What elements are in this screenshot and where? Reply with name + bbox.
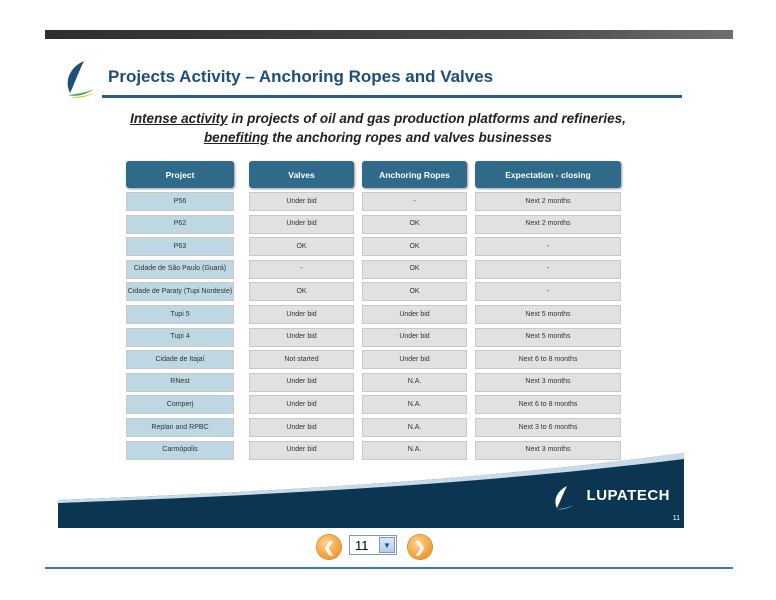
cell-anchoring-ropes: Under bid: [362, 328, 467, 347]
cell-project: Carmópolis: [126, 441, 234, 460]
header-expectation-closing: Expectation - closing: [475, 161, 621, 188]
cell-valves: Under bid: [249, 192, 354, 211]
page-select[interactable]: [349, 535, 397, 555]
cell-project: P56: [126, 192, 234, 211]
arrow-right-icon: ❯: [414, 538, 426, 555]
cell-valves: Under bid: [249, 305, 354, 324]
title-divider: [102, 95, 682, 98]
cell-valves: OK: [249, 282, 354, 301]
slide-subtitle: [98, 109, 658, 147]
cell-expectation: -: [475, 282, 621, 301]
page-select-value: 11: [355, 537, 369, 553]
cell-anchoring-ropes: -: [362, 192, 467, 211]
cell-project: Tupi 5: [126, 305, 234, 324]
cell-anchoring-ropes: N.A.: [362, 441, 467, 460]
cell-expectation: Next 3 to 6 months: [475, 418, 621, 437]
cell-valves: Under bid: [249, 373, 354, 392]
cell-project: Cidade de Paraty (Tupi Nordeste): [126, 282, 234, 301]
cell-project: P63: [126, 237, 234, 256]
cell-anchoring-ropes: OK: [362, 282, 467, 301]
cell-expectation: Next 5 months: [475, 305, 621, 324]
cell-anchoring-ropes: Under bid: [362, 350, 467, 369]
cell-expectation: Next 3 months: [475, 441, 621, 460]
cell-project: Cidade de São Paulo (Guará): [126, 260, 234, 279]
cell-anchoring-ropes: N.A.: [362, 395, 467, 414]
next-slide-button[interactable]: [408, 535, 432, 559]
chevron-down-icon[interactable]: ▼: [379, 537, 395, 553]
header-valves: Valves: [249, 161, 354, 188]
cell-expectation: -: [475, 260, 621, 279]
cell-project: RNest: [126, 373, 234, 392]
cell-valves: Under bid: [249, 328, 354, 347]
cell-project: Tupi 4: [126, 328, 234, 347]
slide-navigation: [0, 532, 776, 562]
subtitle-emphasis-2: benefiting: [203, 130, 269, 145]
cell-valves: Under bid: [249, 215, 354, 234]
cell-expectation: Next 5 months: [475, 328, 621, 347]
cell-anchoring-ropes: N.A.: [362, 373, 467, 392]
cell-valves: Not started: [249, 350, 354, 369]
cell-expectation: Next 6 to 8 months: [475, 350, 621, 369]
cell-anchoring-ropes: N.A.: [362, 418, 467, 437]
bottom-divider: [45, 567, 733, 569]
cell-expectation: Next 3 months: [475, 373, 621, 392]
slide-page-number: 11: [672, 515, 680, 522]
header-anchoring-ropes: Anchoring Ropes: [362, 161, 467, 188]
cell-valves: -: [249, 260, 354, 279]
subtitle-text-2: the anchoring ropes and valves businesses: [268, 130, 553, 145]
lupatech-logo-icon: [62, 59, 96, 99]
cell-expectation: Next 2 months: [475, 192, 621, 211]
cell-expectation: Next 6 to 8 months: [475, 395, 621, 414]
arrow-left-icon: ❮: [323, 538, 335, 555]
header-project: Project: [126, 161, 234, 188]
cell-valves: Under bid: [249, 395, 354, 414]
cell-expectation: Next 2 months: [475, 215, 621, 234]
cell-anchoring-ropes: OK: [362, 260, 467, 279]
cell-project: P62: [126, 215, 234, 234]
lupatech-footer-logo-icon: [552, 485, 574, 511]
cell-expectation: -: [475, 237, 621, 256]
cell-project: Cidade de Itajaí: [126, 350, 234, 369]
cell-anchoring-ropes: Under bid: [362, 305, 467, 324]
cell-valves: Under bid: [249, 441, 354, 460]
cell-valves: Under bid: [249, 418, 354, 437]
subtitle-text-1: in projects of oil and gas production platforms and refineries,: [227, 111, 626, 126]
prev-slide-button[interactable]: [317, 535, 341, 559]
subtitle-emphasis-1: Intense activity: [130, 111, 228, 126]
brand-name: LUPATECH: [586, 487, 670, 504]
cell-anchoring-ropes: OK: [362, 237, 467, 256]
cell-project: Replan and RPBC: [126, 418, 234, 437]
cell-anchoring-ropes: OK: [362, 215, 467, 234]
cell-valves: OK: [249, 237, 354, 256]
slide-title: Projects Activity – Anchoring Ropes and Valves: [108, 67, 494, 86]
slide: [58, 39, 684, 528]
cell-project: Comperj: [126, 395, 234, 414]
viewer-top-bar: [45, 30, 733, 39]
